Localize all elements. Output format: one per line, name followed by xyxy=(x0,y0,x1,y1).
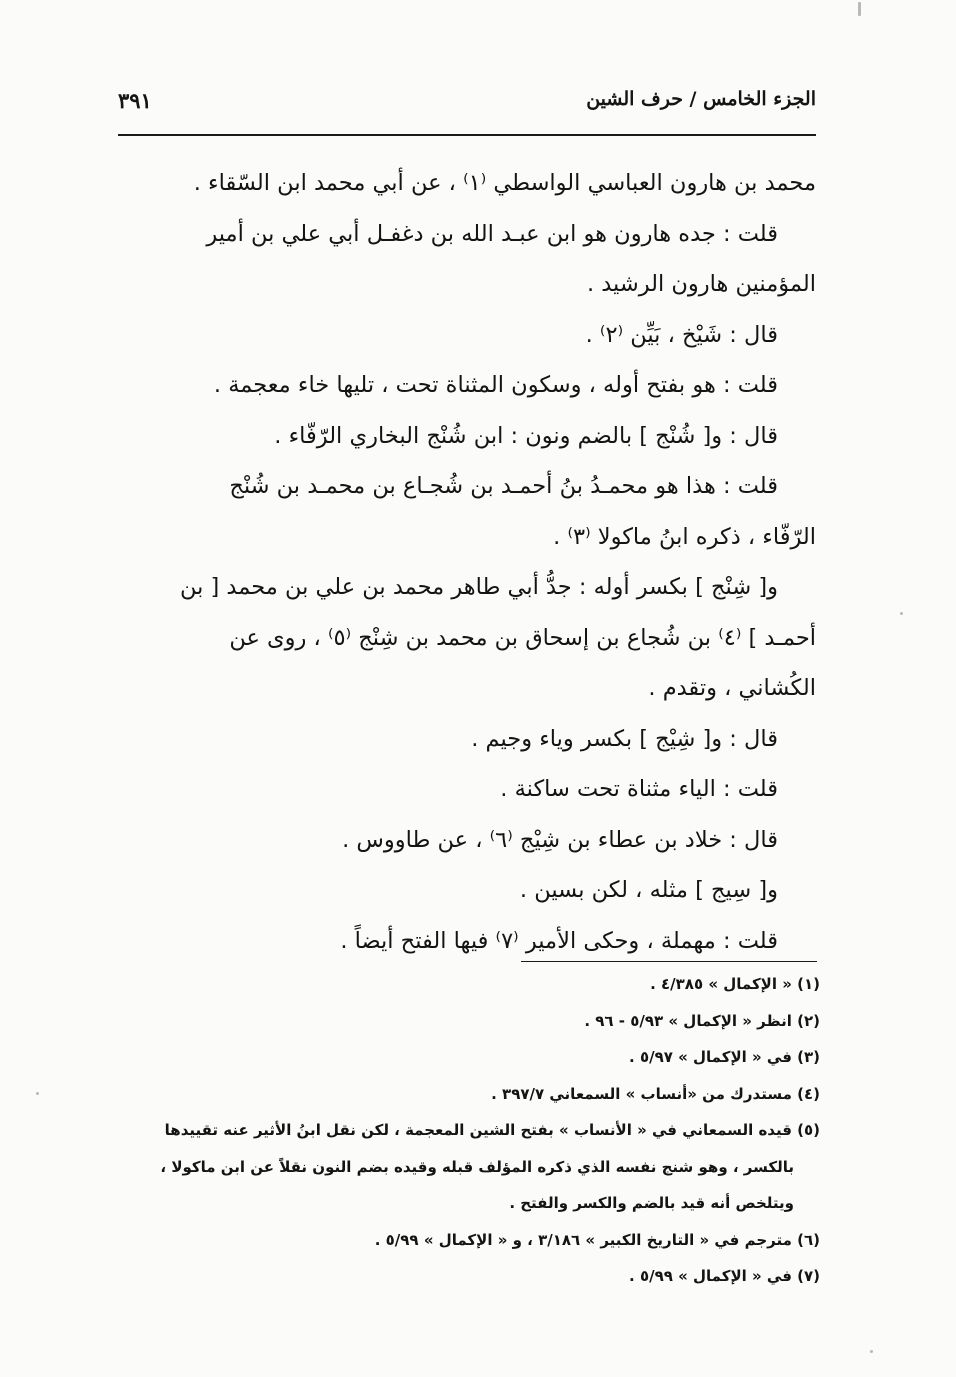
footnote-3: (٣) في « الإكمال » ٥/٩٧ . xyxy=(629,1048,820,1066)
text-line-6: قال : و[ شُنْج ] بالضم ونون : ابن شُنْج البخاري الرّفّاء . xyxy=(274,422,778,449)
scan-speck xyxy=(900,612,903,615)
footnote-rule xyxy=(521,961,817,962)
text-line-4: قال : شَيْخ ، بَيِّن ⁽٢⁾ . xyxy=(585,321,778,348)
footnote-2: (٢) انظر « الإكمال » ٥/٩٣ - ٩٦ . xyxy=(584,1011,820,1030)
scan-speck xyxy=(36,1092,39,1095)
text-line-15: و[ سِيج ] مثله ، لكن بسين . xyxy=(519,877,778,903)
text-line-5: قلت : هو بفتح أوله ، وسكون المثناة تحت ، تليها خاء معجمة . xyxy=(213,372,778,398)
text-line-13: قلت : الياء مثناة تحت ساكنة . xyxy=(500,776,778,802)
text-line-9: و[ شِنْج ] بكسر أوله : جدُّ أبي طاهر محمد بن علي بن محمد [ بن xyxy=(179,574,778,600)
text-line-3: المؤمنين هارون الرشيد . xyxy=(586,271,816,297)
footnote-5: (٥) قيده السمعاني في « الأنساب » بفتح الشين المعجمة ، لكن نقل ابنُ الأثير عنه تقييدها xyxy=(164,1121,820,1139)
running-title: الجزء الخامس / حرف الشين xyxy=(586,88,816,110)
text-line-7: قلت : هذا هو محمـدُ بنُ أحمـد بن شُجـاع بن محمـد بن شُنْج xyxy=(229,473,778,499)
page-number: ٣٩١ xyxy=(118,88,152,113)
scan-speck xyxy=(858,2,861,16)
main-text xyxy=(118,158,816,966)
running-header xyxy=(118,88,816,124)
footnote-4: (٤) مستدرك من «أنساب » السمعاني ٣٩٧/٧ . xyxy=(491,1084,820,1103)
text-line-1: محمد بن هارون العباسي الواسطي ⁽١⁾ ، عن أبي محمد ابن السّقاء . xyxy=(193,170,816,196)
footnote-6: (٦) مترجم في « التاريخ الكبير » ٣/١٨٦ ، و « الإكمال » ٥/٩٩ . xyxy=(374,1230,820,1249)
text-line-11: الكُشاني ، وتقدم . xyxy=(648,675,816,701)
text-line-8: الرّفّاء ، ذكره ابنُ ماكولا ⁽٣⁾ . xyxy=(553,523,816,550)
text-line-2: قلت : جده هارون هو ابن عبـد الله بن دغفـل أبي علي بن أمير xyxy=(206,220,778,247)
header-rule xyxy=(118,134,816,136)
text-line-14: قال : خلاد بن عطاء بن شِيْج ⁽٦⁾ ، عن طاووس . xyxy=(342,826,778,853)
footnote-7: (٧) في « الإكمال » ٥/٩٩ . xyxy=(629,1267,820,1285)
footnotes xyxy=(118,966,820,1295)
footnote-5-continued: بالكسر ، وهو شنج نفسه الذي ذكره المؤلف قبله وقيده بضم النون نقلاً عن ابن ماكولا ، xyxy=(160,1157,794,1176)
footnote-1: (١) « الإكمال » ٤/٣٨٥ . xyxy=(650,975,820,993)
text-line-16: قلت : مهملة ، وحكى الأمير ⁽٧⁾ فيها الفتح أيضاً . xyxy=(340,927,778,954)
footnote-5-continued: ويتلخص أنه قيد بالضم والكسر والفتح . xyxy=(509,1194,794,1212)
text-line-12: قال : و[ شِيْج ] بكسر وياء وجيم . xyxy=(471,725,778,752)
text-line-10: أحمـد ] ⁽٤⁾ بن شُجاع بن إسحاق بن محمد بن شِنْج ⁽٥⁾ ، روى عن xyxy=(229,624,816,651)
scan-speck xyxy=(870,1350,873,1353)
